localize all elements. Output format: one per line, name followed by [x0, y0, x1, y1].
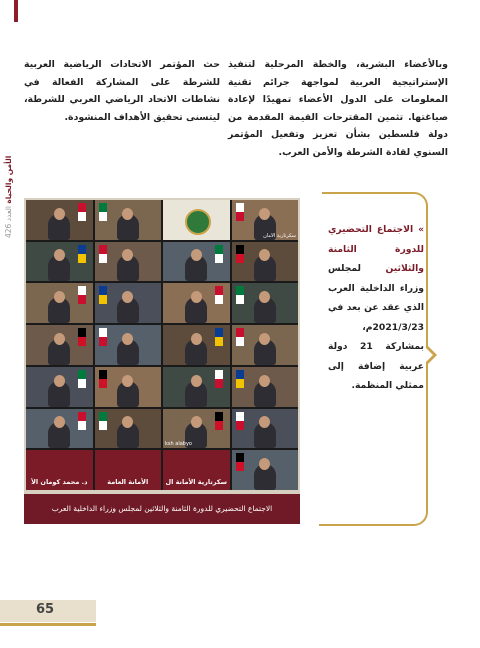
issue-number: العدد 426	[4, 206, 13, 238]
callout-highlight: الاجتماع التحضيري للدورة الثامنة والثلاثين	[328, 224, 424, 274]
video-tile	[232, 200, 299, 240]
video-tile	[95, 325, 162, 365]
flag-icon	[215, 286, 223, 304]
video-tile	[95, 200, 162, 240]
participant-head	[54, 291, 65, 303]
photo-caption: الاجتماع التحضيري للدورة الثامنة والثلاثين لمجلس وزراء الداخلية العرب	[24, 494, 300, 524]
flag-icon	[99, 370, 107, 388]
video-tile	[26, 367, 93, 407]
page-number-box	[0, 600, 96, 622]
callout-bullet: »	[418, 224, 424, 235]
flag-icon	[78, 412, 86, 430]
video-tile	[163, 325, 230, 365]
video-tile	[26, 409, 93, 449]
participant-head	[191, 333, 202, 345]
flag-icon	[78, 203, 86, 221]
video-tile	[95, 450, 162, 490]
flag-icon	[215, 245, 223, 263]
flag-icon	[236, 286, 244, 304]
video-tile	[163, 283, 230, 323]
video-tile	[163, 200, 230, 240]
flag-icon	[236, 245, 244, 263]
top-accent-rule	[14, 0, 18, 22]
participant-head	[54, 416, 65, 428]
video-tile	[163, 242, 230, 282]
tile-caption: د. محمد كومان الأ	[31, 478, 88, 486]
video-tile	[95, 409, 162, 449]
flag-icon	[236, 203, 244, 221]
video-tile	[95, 367, 162, 407]
meeting-photo	[24, 198, 300, 524]
video-tile	[232, 283, 299, 323]
participant-head	[54, 333, 65, 345]
flag-icon	[78, 245, 86, 263]
flag-icon	[215, 370, 223, 388]
video-tile	[232, 367, 299, 407]
flag-icon	[78, 286, 86, 304]
flag-icon	[215, 328, 223, 346]
tile-caption: الأمانة العامة	[107, 478, 149, 486]
callout-text	[328, 220, 424, 396]
flag-icon	[99, 328, 107, 346]
council-emblem-icon	[185, 209, 211, 235]
participant-head	[122, 375, 133, 387]
participant-head	[191, 416, 202, 428]
flag-icon	[236, 412, 244, 430]
video-tile	[26, 325, 93, 365]
flag-icon	[78, 328, 86, 346]
video-tile	[163, 450, 230, 490]
participant-head	[54, 375, 65, 387]
page-number: 65	[36, 602, 55, 617]
running-header	[4, 128, 18, 238]
tile-caption: ksh alabyo	[165, 441, 192, 448]
video-tile	[232, 450, 299, 490]
video-tile	[26, 283, 93, 323]
flag-icon	[236, 453, 244, 471]
flag-icon	[236, 328, 244, 346]
article-column-right: وبالأعضاء البشرية، والخطة المرحلية لتنفيذ الإستراتيجية العربية لمواجهة جرائم تقنية المعلومات على الدول الأعضاء تمهيدًا لإعادة صياغتها. تثمين المقترحات القيمة المقدمة من دولة فلسطين بشأن تعزيز وتفعيل المؤتمر السنوي لقادة الشرطة والأمن العرب.	[228, 59, 448, 158]
video-conference-grid	[26, 200, 298, 490]
video-tile	[232, 325, 299, 365]
flag-icon	[99, 286, 107, 304]
flag-icon	[99, 203, 107, 221]
page-number-stripe	[0, 623, 96, 626]
article-column-left: حث المؤتمر الاتحادات الرياضية العربية للشرطة على المشاركة الفعالة في نشاطات الاتحاد الرياضي العربي للشرطة، ليتسنى تحقيق الأهداف المنشودة.	[24, 59, 220, 123]
frame-arrow-icon	[427, 345, 437, 365]
participant-head	[259, 208, 270, 220]
flag-icon	[215, 412, 223, 430]
callout-body: لمجلس وزراء الداخلية العرب الذي عقد عن بعد في 2021/3/23م، بمشاركة 21 دولة عربية إضافة إلى ممثلي المنظمة.	[328, 263, 424, 391]
flag-icon	[99, 245, 107, 263]
flag-icon	[78, 370, 86, 388]
video-tile	[26, 242, 93, 282]
video-tile	[232, 409, 299, 449]
frame-tail	[319, 524, 329, 526]
flag-icon	[99, 412, 107, 430]
participant-head	[191, 291, 202, 303]
participant-head	[191, 375, 202, 387]
tile-caption: سكرتارية الأمانة ال	[165, 478, 228, 486]
participant-head	[54, 208, 65, 220]
participant-head	[122, 208, 133, 220]
video-tile	[26, 200, 93, 240]
flag-icon	[236, 370, 244, 388]
video-tile	[163, 367, 230, 407]
video-tile	[163, 409, 230, 449]
tile-caption: سكرتارية الأمان	[263, 232, 296, 239]
video-tile	[232, 242, 299, 282]
video-tile	[95, 242, 162, 282]
journal-name: الأمن والحياة	[4, 155, 13, 204]
video-tile	[95, 283, 162, 323]
video-tile	[26, 450, 93, 490]
participant-head	[259, 375, 270, 387]
